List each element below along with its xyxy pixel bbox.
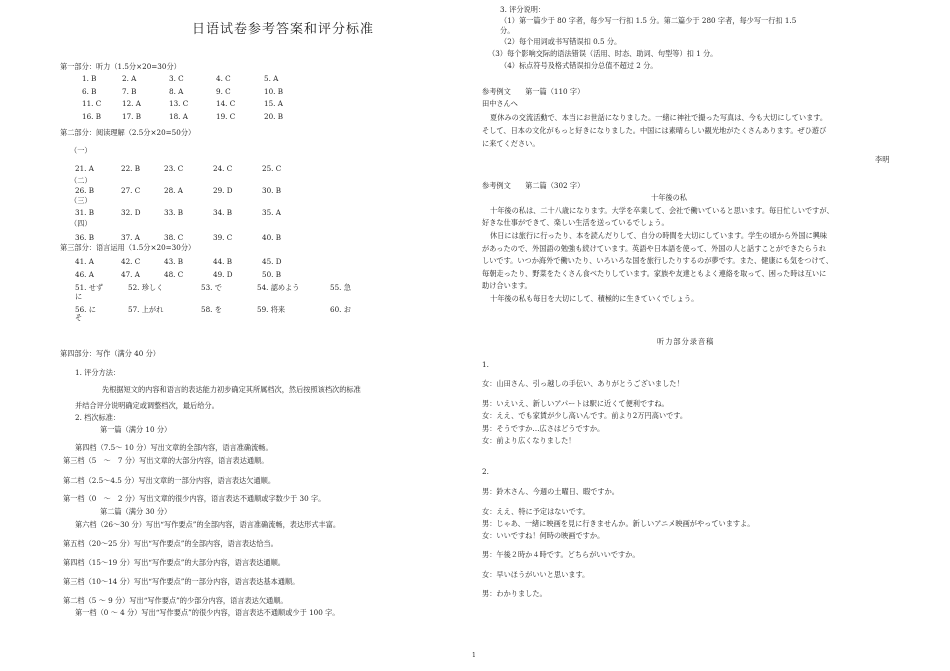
answer-cell: 23. C [164,164,184,173]
answer-cell: 50. B [262,270,281,279]
listening-transcript-title: 听力部分录音稿 [657,337,715,346]
answer-cell: 8. A [169,87,184,96]
page-number: 1 [472,652,476,659]
answer-cell: 31. B [75,208,94,217]
scoring-notes-label: 3. 评分说明： [500,5,546,14]
answer-cell: 32. D [121,208,141,217]
answer-cell: 25. C [262,164,282,173]
dialogue1-line-3: 女：ええ、でも家賃が少し高いんです。前より2万円高いです。 [482,411,688,420]
dialogue1-line-4: 男：そうですか…広さはどうですか。 [482,424,605,433]
answer-cell: 60. お [330,305,351,314]
example2-heading: 参考例文 第二篇（302 字） [482,181,585,190]
example2-body-4: があったので、外国語の勉強も続けています。英語や日本語を使って、外国の人と話すことができたらうれ [482,244,827,253]
part3-heading: 第三部分：语言运用（1.5分×20=30分） [60,243,196,252]
example2-body-7: 助け合います。 [482,281,532,290]
example2-body-6: 毎朝走ったり、野菜をたくさん食べたりしています。家族や友達ともよく連絡を取って、困った時は互いに [482,269,827,278]
scoring-note-4: （4）标点符号及格式错误扣分总值不超过 2 分。 [500,61,658,70]
answer-cell: 28. A [164,186,183,195]
answer-cell: 27. C [121,186,141,195]
part2-heading: 第二部分：阅读理解（2.5分×20=50分） [60,128,196,137]
answer-cell: 41. A [75,257,94,266]
answer-cell: 34. B [213,208,232,217]
dialogue2-line-3: 男：じゃあ、一緒に映画を見に行きませんか。新しいアニメ映画がやっていますよ。 [482,519,755,528]
answer-cell: 52. 珍しく [128,283,164,292]
scoring-note-1b: 分。 [500,26,515,35]
answer-cell: 22. B [121,164,140,173]
dialogue1-line-2: 男：いえいえ、新しいアパートは駅に近くて便利ですね。 [482,399,669,408]
answer-cell: 1. B [82,74,97,83]
part3-row4-wrap: そ [75,313,83,322]
example2-body-3: 休日には旅行に行ったり、本を読んだりして、自分の時間を大切にしています。学生の頃から外国に興味 [490,231,828,240]
dialogue2-line-1: 男：鈴木さん、今週の土曜日、暇ですか。 [482,487,619,496]
dialogue1-number: 1. [482,360,489,369]
answer-cell: 48. C [164,270,184,279]
answer-cell: 29. D [213,186,233,195]
essay2-grade-5: 第五档（20～25 分）写出“写作要点”的全部内容，语言表达恰当。 [63,539,278,548]
answer-cell: 45. D [262,257,282,266]
answer-cell: 16. B [82,112,101,121]
answer-cell: 20. B [264,112,283,121]
answer-cell: 49. D [213,270,233,279]
dialogue2-line-6: 女：早いほうがいいと思います。 [482,570,590,579]
answer-cell: 2. A [122,74,137,83]
answer-cell: 30. B [262,186,281,195]
dialogue1-line-5: 女：前より広くなりました！ [482,436,576,445]
section-label-3: （三） [70,196,92,205]
answer-cell: 14. C [216,99,236,108]
answer-cell: 37. A [121,233,140,242]
answer-cell: 36. B [75,233,94,242]
answer-cell: 17. B [122,112,141,121]
answer-cell: 58. を [201,305,222,314]
answer-cell: 55. 急 [330,283,351,292]
essay2-heading: 第二篇（满分 30 分） [100,507,172,516]
part1-heading: 第一部分：听力（1.5分×20=30分） [60,62,181,71]
example2-body-2: 好きな仕事ができて、楽しい生活を送っているでしょう。 [482,218,669,227]
essay1-grade-4: 第四档（7.5～ 10 分）写出文章的全部内容，语言准确流畅。 [75,443,273,452]
example1-body-2: そして、日本の文化がもっと好きになりました。中国には素晴らしい観光地がたくさんあります。ぜひ遊び [482,126,827,135]
example2-body-1: 十年後の私は、二十八歳になります。大学を卒業して、会社で働いていると思います。毎日忙しいですが、 [490,206,834,215]
answer-cell: 11. C [82,99,102,108]
section-label-2: （二） [70,176,92,185]
essay2-grade-2: 第二档（5 ～ 9 分）写出“写作要点”的少部分内容，语言表达欠通顺。 [63,596,288,605]
answer-cell: 43. B [164,257,183,266]
example1-heading: 参考例文 第一篇（110 字） [482,87,585,96]
section-label-4: （四） [70,219,92,228]
dialogue1-line-1: 女：山田さん、引っ越しの手伝い、ありがとうございました！ [482,379,684,388]
grade-standard-label: 2. 档次标准： [75,413,121,422]
answer-cell: 47. A [121,270,140,279]
answer-cell: 21. A [75,164,94,173]
scoring-note-1a: （1）第一篇少于 80 字者，每少写一行扣 1.5 分。第二篇少于 280 字者，每少写一行扣 1.5 [500,16,797,25]
answer-cell: 12. A [122,99,141,108]
dialogue2-line-5: 男：午後２時か４時です。どちらがいいですか。 [482,550,640,559]
example1-addressee: 田中さんへ [482,99,518,108]
answer-cell: 13. C [169,99,189,108]
answer-cell: 18. A [169,112,188,121]
dialogue2-number: 2. [482,467,489,476]
example2-title: 十年後の私 [651,193,687,202]
dialogue2-line-7: 男：わかりました。 [482,589,547,598]
answer-cell: 54. 認めよう [257,283,300,292]
answer-cell: 40. B [262,233,281,242]
answer-cell: 39. C [213,233,233,242]
scoring-method-text-2: 并结合评分说明确定或调整档次，最后给分。 [75,401,219,410]
essay1-grade-2: 第二档（2.5～4.5 分）写出文章的一部分内容，语言表达欠通顺。 [63,476,276,485]
answer-cell: 56. に [75,305,96,314]
essay1-grade-1: 第一档（0 ～ 2 分）写出文章的很少内容，语言表达不通顺或字数少于 30 字。 [63,494,326,503]
scoring-method-label: 1. 评分方法： [75,368,121,377]
section-label-1: （一） [70,146,92,155]
essay2-grade-3: 第三档（10～14 分）写出“写作要点”的一部分内容，语言表达基本通顺。 [63,577,300,586]
part3-row3-wrap: に [75,292,83,301]
answer-cell: 5. A [264,74,279,83]
example2-body-5: しいです。いつか海外で働いたり、いろいろな国を旅行したりするのが夢です。また、健康にも気をつけて、 [482,256,833,265]
answer-cell: 53. で [201,283,222,292]
answer-cell: 9. C [216,87,231,96]
answer-cell: 59. 将来 [257,305,286,314]
page-title: 日语试卷参考答案和评分标准 [192,22,375,37]
answer-cell: 51. せず [75,283,104,292]
example1-body-1: 夏休みの交流活動で、本当にお世話になりました。一緒に神社で撮った写真は、今も大切にしています。 [490,113,828,122]
scoring-note-3: （3）每个影响交际的语法错误（活用、时态、助词、句型等）扣 1 分。 [488,49,718,58]
essay2-grade-1: 第一档（0 ～ 4 分）写出“写作要点”的很少内容，语言表达不通顺或少于 100 字。 [75,608,340,617]
answer-cell: 35. A [262,208,281,217]
answer-cell: 26. B [75,186,94,195]
answer-cell: 46. A [75,270,94,279]
answer-cell: 7. B [122,87,137,96]
answer-cell: 38. C [164,233,184,242]
answer-cell: 24. C [213,164,233,173]
answer-cell: 10. B [264,87,283,96]
answer-cell: 6. B [82,87,97,96]
part4-heading: 第四部分：写作（满分 40 分） [60,349,160,358]
scoring-note-2: （2）每个用词或书写错误扣 0.5 分。 [500,37,622,46]
answer-cell: 3. C [169,74,184,83]
answer-cell: 57. 上がれ [128,305,164,314]
dialogue2-line-2: 女：ええ、特に予定はないです。 [482,507,590,516]
dialogue2-line-4: 女：いいですね！何時の映画ですか。 [482,531,605,540]
example2-body-8: 十年後の私も毎日を大切にして、積極的に生きていくでしょう。 [490,294,699,303]
answer-cell: 19. C [216,112,236,121]
essay1-heading: 第一篇（满分 10 分） [100,425,172,434]
essay1-grade-3: 第三档（5 ～ 7 分）写出文章的大部分内容，语言表达通顺。 [63,456,269,465]
answer-cell: 4. C [216,74,231,83]
answer-cell: 44. B [213,257,232,266]
essay2-grade-4: 第四档（15～19 分）写出“写作要点”的大部分内容，语言表达通顺。 [63,558,285,567]
answer-cell: 42. C [121,257,141,266]
example1-signature: 李明 [875,155,890,164]
answer-cell: 33. B [164,208,183,217]
answer-cell: 15. A [264,99,283,108]
essay2-grade-6: 第六档（26～30 分）写出“写作要点”的全部内容，语言准确流畅，表达形式丰富。 [75,520,341,529]
scoring-method-text-1: 先根据短文的内容和语言的表达能力初步确定其所属档次，然后按照该档次的标准 [102,385,361,394]
example1-body-3: に来てください。 [482,139,540,148]
